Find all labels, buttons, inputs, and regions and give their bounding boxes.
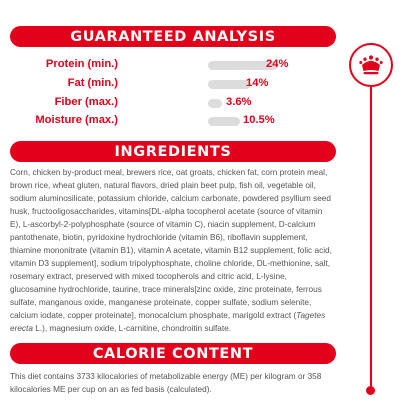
ingredients-italic-name: Tagetes erecta	[10, 311, 326, 333]
calorie-content-text: This diet contains 3733 kilocalories of metabolizable energy (ME) per kilogram or 358 kilocalories ME per cup on an as fed basis (calculated).	[10, 372, 322, 394]
ingredients-text-end: L.), magnesium oxide, L-carnitine, chondroitin sulfate.	[32, 324, 232, 333]
guaranteed-analysis-title: GUARANTEED ANALYSIS	[70, 28, 276, 45]
analysis-row-protein	[0, 58, 330, 74]
analysis-bar	[208, 99, 222, 108]
analysis-label: Protein (min.)	[45, 58, 118, 70]
brand-logo-badge	[349, 43, 393, 87]
ingredients-text	[10, 166, 334, 335]
analysis-label: Moisture (max.)	[35, 114, 118, 126]
analysis-value: 10.5%	[243, 114, 275, 126]
analysis-label: Fiber (max.)	[54, 96, 118, 108]
analysis-bar	[208, 117, 240, 126]
analysis-row-fiber	[0, 96, 330, 112]
analysis-row-moisture	[0, 114, 330, 130]
ingredients-title: INGREDIENTS	[114, 143, 232, 160]
analysis-bar	[208, 80, 251, 89]
analysis-label: Fat (min.)	[67, 77, 118, 89]
crown-icon	[351, 45, 391, 85]
analysis-value: 24%	[266, 58, 289, 70]
guaranteed-analysis-heading	[10, 26, 336, 47]
decorative-red-dot	[366, 386, 375, 395]
ingredients-heading	[10, 141, 336, 162]
ingredients-text-main: Corn, chicken by-product meal, brewers rice, oat groats, chicken fat, corn protein meal, brown rice, wheat gluten, natural flavors, dried plain beet pulp, fish oil, vegetable oil, sodium aluminosilicate, potassium chloride, calcium carbonate, powdered psyllium seed husk, fructooligosaccharides, vitamins[DL-alpha tocopherol acetate (source of vitamin E), L-ascorbyl-2-polyphosphate (source of vitamin C), niacin supplement, D-calcium pantothenate, biotin, pyridoxine hydrochloride (vitamin B6), riboflavin supplement, thiamine mononitrate (vitamin B1), vitamin A acetate, vitamin B12 supplement, folic acid, vitamin D3 supplement], sodium tripolyphosphate, choline chloride, DL-methionine, salt, rosemary extract, preserved with mixed tocopherols and citric acid, L-lysine, glucosamine hydrochloride, taurine, trace minerals[zinc oxide, zinc proteinate, ferrous sulfate, manganous oxide, manganese proteinate, copper sulfate, sodium selenite, calcium iodate, copper proteinate], monocalcium phosphate, marigold extract (	[10, 168, 332, 320]
analysis-value: 3.6%	[226, 96, 252, 108]
calorie-content-title: CALORIE CONTENT	[92, 345, 254, 362]
decorative-red-line	[370, 87, 372, 387]
analysis-value: 14%	[246, 77, 269, 89]
analysis-row-fat	[0, 77, 330, 93]
calorie-content-heading	[10, 343, 336, 364]
